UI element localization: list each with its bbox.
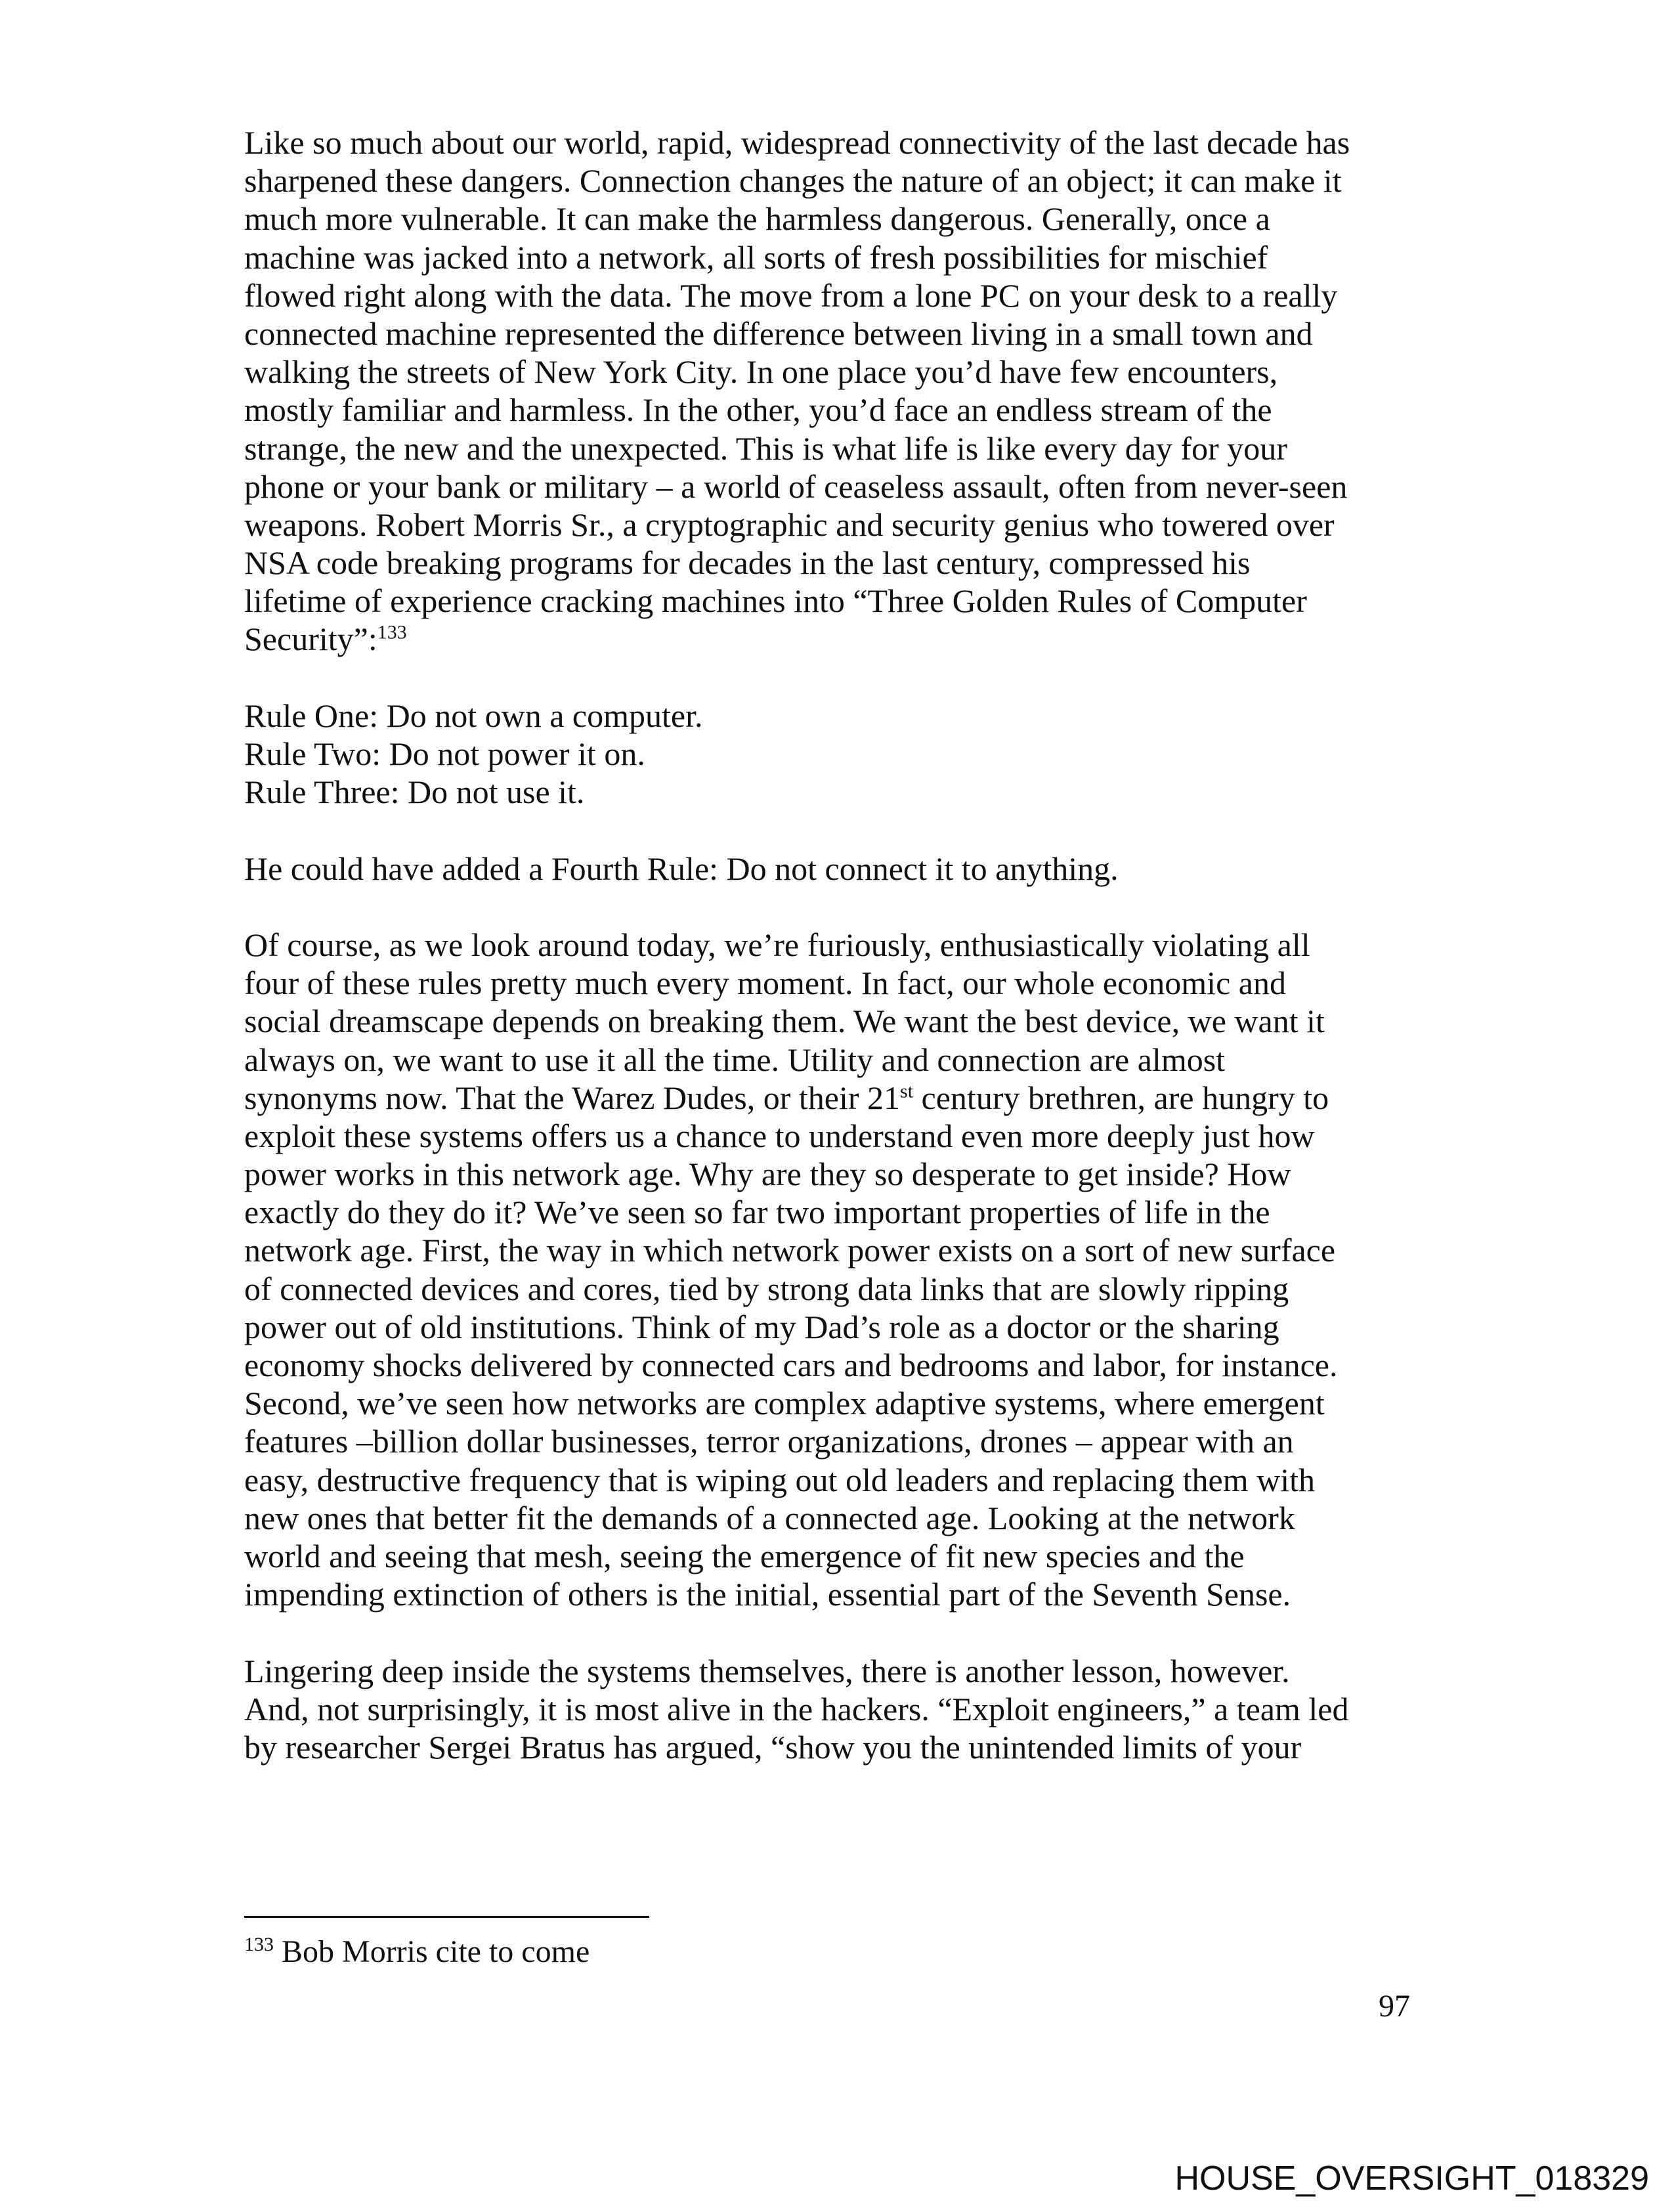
text-line: network age. First, the way in which network power exists on a sort of new surface [244,1232,1336,1269]
text-line: Like so much about our world, rapid, widespread connectivity of the last decade has [244,124,1350,161]
text-line: Rule Three: Do not use it. [244,773,585,811]
footnote-number: 133 [244,1934,274,1955]
text-line [244,659,1350,697]
text-line [244,811,1350,849]
text-line: social dreamscape depends on breaking them. We want the best device, we want it [244,1003,1325,1040]
text-line: of connected devices and cores, tied by strong data links that are slowly ripping [244,1270,1289,1307]
footnote-text: Bob Morris cite to come [274,1934,590,1969]
text-line: mostly familiar and harmless. In the other, you’d face an endless stream of the [244,391,1272,429]
text-line: NSA code breaking programs for decades in the last century, compressed his [244,544,1251,582]
text-segment: Security”: [244,620,377,658]
text-segment: synonyms now. That the Warez Dudes, or their 21 [244,1079,901,1116]
text-line [244,620,1350,658]
text-line: walking the streets of New York City. In one place you’d have few encounters, [244,353,1278,391]
text-line: Lingering deep inside the systems themselves, there is another lesson, however. [244,1652,1290,1689]
text-line: machine was jacked into a network, all sorts of fresh possibilities for mischief [244,238,1268,276]
text-line: sharpened these dangers. Connection changes the nature of an object; it can make it [244,162,1342,200]
text-line: features –billion dollar businesses, terror organizations, drones – appear with an [244,1423,1294,1460]
text-line: much more vulnerable. It can make the harmless dangerous. Generally, once a [244,200,1270,238]
superscript: st [900,1080,914,1102]
text-line: Second, we’ve seen how networks are complex adaptive systems, where emergent [244,1385,1325,1422]
text-line: Rule Two: Do not power it on. [244,735,645,772]
text-line: world and seeing that mesh, seeing the emergence of fit new species and the [244,1537,1245,1574]
text-line: weapons. Robert Morris Sr., a cryptographic and security genius who towered over [244,506,1335,543]
text-line: connected machine represented the difference between living in a small town and [244,314,1313,352]
text-line: power out of old institutions. Think of my Dad’s role as a doctor or the sharing [244,1308,1279,1345]
body-text [244,123,1350,1766]
text-line: Rule One: Do not own a computer. [244,697,703,734]
text-line: phone or your bank or military – a world of ceaseless assault, often from never-seen [244,467,1348,505]
text-line [244,1079,1350,1117]
text-line: new ones that better fit the demands of a connected age. Looking at the network [244,1499,1295,1536]
text-line: always on, we want to use it all the time. Utility and connection are almost [244,1041,1226,1078]
text-line: easy, destructive frequency that is wiping out old leaders and replacing them with [244,1461,1315,1498]
text-line: He could have added a Fourth Rule: Do not connect it to anything. [244,850,1119,887]
footnote-divider [244,1916,649,1918]
text-line: And, not surprisingly, it is most alive in the hackers. “Exploit engineers,” a team led [244,1690,1349,1727]
bates-stamp: HOUSE_OVERSIGHT_018329 [1174,2159,1649,2198]
text-segment: century brethren, are hungry to [913,1079,1329,1116]
page-number: 97 [1379,1989,1410,2024]
footnote [244,1934,590,1970]
text-line: by researcher Sergei Bratus has argued, “show you the unintended limits of your [244,1728,1302,1766]
superscript: 133 [377,621,407,643]
text-line [244,888,1350,926]
text-line: economy shocks delivered by connected cars and bedrooms and labor, for instance. [244,1347,1338,1383]
text-line: impending extinction of others is the initial, essential part of the Seventh Sense. [244,1576,1291,1613]
text-line: lifetime of experience cracking machines into “Three Golden Rules of Computer [244,582,1307,620]
text-line: power works in this network age. Why are they so desperate to get inside? How [244,1156,1291,1193]
text-line [244,1613,1350,1651]
text-line: flowed right along with the data. The move from a lone PC on your desk to a really [244,276,1338,314]
text-line: strange, the new and the unexpected. This is what life is like every day for your [244,429,1287,467]
text-line: Of course, as we look around today, we’re furiously, enthusiastically violating all [244,926,1310,963]
text-line: exactly do they do it? We’ve seen so far two important properties of life in the [244,1194,1270,1231]
text-line: four of these rules pretty much every moment. In fact, our whole economic and [244,965,1286,1002]
text-line: exploit these systems offers us a chance to understand even more deeply just how [244,1117,1315,1154]
